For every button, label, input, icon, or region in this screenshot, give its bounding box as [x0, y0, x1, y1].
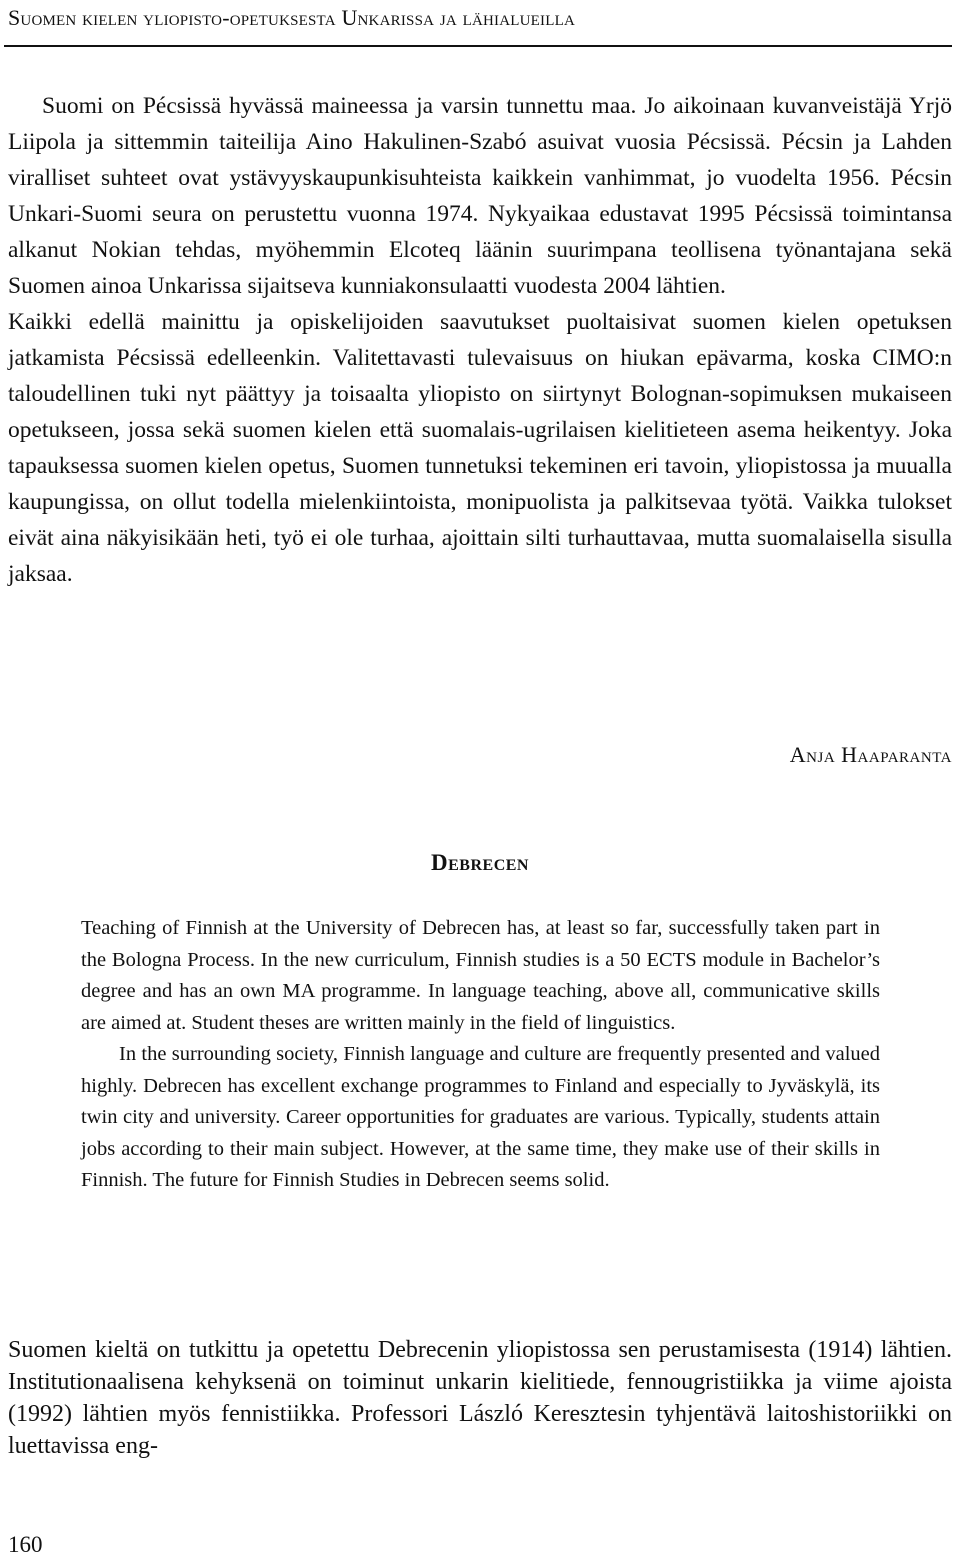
header-rule — [4, 45, 952, 47]
intro-paragraph-2: Kaikki edellä mainittu ja opiskelijoiden saavutukset puoltaisivat suomen kielen opetuksen jatkamista Pécsissä edelleenkin. Valitettavasti tulevaisuus on hiukan epävarma, koska CIMO:n taloudellinen tuki nyt päättyy ja toisaalta yliopisto on siirtynyt Bolognan-sopimuksen mukaiseen opetukseen, jossa sekä suomen kielen että suomalais-ugrilaisen kielitieteen asema heikentyy. Joka tapauksessa suomen kielen opetus, Suomen tunnetuksi tekeminen eri tavoin, yliopistossa ja muualla kaupungissa, on ollut todella mielenkiintoista, monipuolista ja palkitsevaa työtä. Vaikka tulokset eivät aina näkyisikään heti, työ ei ole turhaa, ajoittain silti turhauttavaa, mutta suomalaisella sisulla jaksaa. — [8, 309, 952, 587]
debrecen-section-text — [8, 1334, 952, 1462]
abstract-paragraph-2: In the surrounding society, Finnish language and culture are frequently presented and valued highly. Debrecen has excellent exchange programmes to Finland and especially to Jyväskylä, its twin city and university. Career opportunities for graduates are various. Typically, students attain jobs according to their main subject. However, at the same time, they make use of their skills in Finnish. The future for Finnish Studies in Debrecen seems solid. — [81, 1043, 880, 1191]
author-signature: Anja Haaparanta — [789, 742, 952, 767]
page-number: 160 — [8, 1532, 43, 1557]
intro-section — [8, 88, 952, 592]
section-heading: Debrecen — [431, 850, 529, 875]
english-abstract — [81, 913, 880, 1197]
debrecen-paragraph: Suomen kieltä on tutkittu ja opetettu Debrecenin yliopistossa sen perustamisesta (1914) lähtien. Institutionaalisena kehyksenä on toiminut unkarin kielitiede, fennougristiikka ja viime ajoista (1992) lähtien myös fennistiikka. Professori László Keresztesin tyhjentävä laitoshistoriikki on luettavissa eng- — [8, 1337, 952, 1459]
running-head: Suomen kielen yliopisto-opetuksesta Unkarissa ja lähialueilla — [8, 5, 575, 30]
intro-paragraph-1: Suomi on Pécsissä hyvässä maineessa ja varsin tunnettu maa. Jo aikoinaan kuvanveistäjä Yrjö Liipola ja sittemmin taiteilija Aino Hakulinen-Szabó asuivat vuosia Pécsissä. Pécsin ja Lahden viralliset suhteet ovat ystävyyskaupunkisuhteista kaikkein vanhimmat, jo vuodelta 1956. Pécsin Unkari-Suomi seura on perustettu vuonna 1974. Nykyaikaa edustavat 1995 Pécsissä toimintansa alkanut Nokian tehdas, myöhemmin Elcoteq läänin suurimpana teollisena työnantajana sekä Suomen ainoa Unkarissa sijaitseva kunniakonsulaatti vuodesta 2004 lähtien. — [8, 93, 952, 299]
abstract-paragraph-1: Teaching of Finnish at the University of Debrecen has, at least so far, successfully taken part in the Bologna Process. In the new curriculum, Finnish studies is a 50 ECTS module in Bachelor’s degree and has an own MA programme. In language teaching, above all, communicative skills are aimed at. Student theses are written mainly in the field of linguistics. — [81, 917, 880, 1034]
